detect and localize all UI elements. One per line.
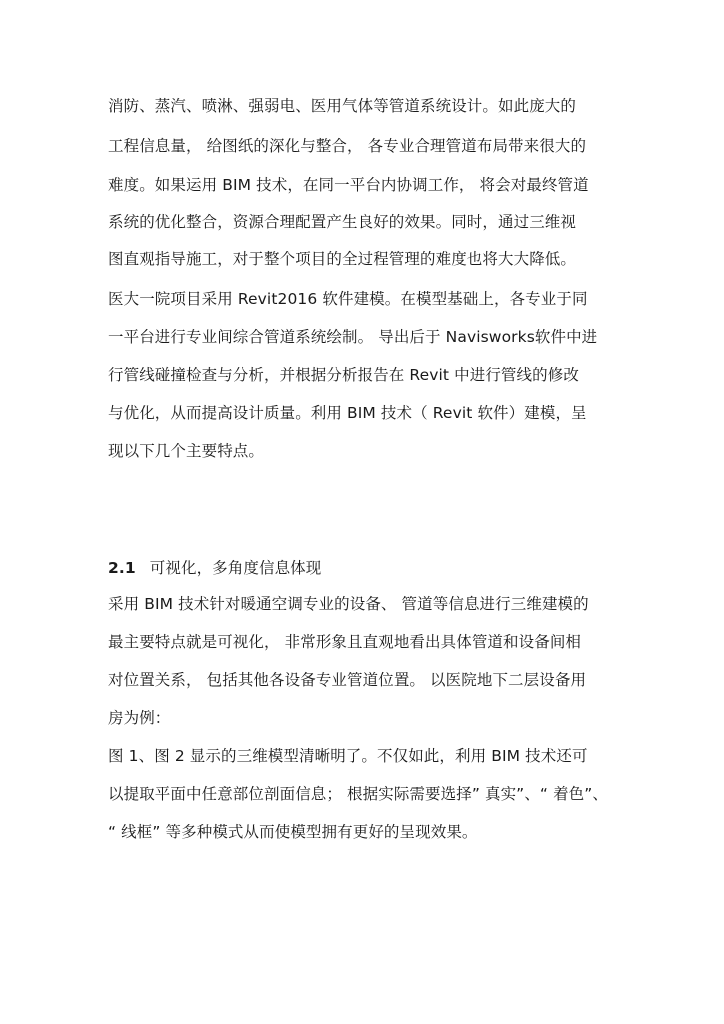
paragraph-line: 对位置关系， 包括其他各设备专业管道位置。 以医院地下二层设备用 — [108, 671, 587, 689]
paragraph-line: 系统的优化整合，资源合理配置产生良好的效果。同时，通过三维视 — [108, 213, 577, 231]
paragraph-line: 消防、蒸汽、喷淋、强弱电、医用气体等管道系统设计。如此庞大的 — [108, 97, 577, 115]
paragraph-line: 采用 BIM 技术针对暖通空调专业的设备、 管道等信息进行三维建模的 — [108, 595, 589, 613]
paragraph-line: 与优化，从而提高设计质量。利用 BIM 技术（ Revit 软件）建模，呈 — [108, 404, 587, 422]
paragraph-line: 以提取平面中任意部位剖面信息； 根据实际需要选择” 真实”、“ 着色”、 — [108, 785, 609, 803]
paragraph-line: 图 1、图 2 显示的三维模型清晰明了。不仅如此，利用 BIM 技术还可 — [108, 747, 588, 765]
section-heading — [108, 558, 668, 578]
paragraph-line: 现以下几个主要特点。 — [108, 442, 265, 460]
paragraph-line: 图直观指导施工，对于整个项目的全过程管理的难度也将大大降低。 — [108, 250, 577, 268]
paragraph-line: 难度。如果运用 BIM 技术，在同一平台内协调工作， 将会对最终管道 — [108, 176, 589, 194]
paragraph-line: 房为例： — [108, 709, 171, 727]
section-number: 2.1 — [108, 559, 136, 577]
section-title: 可视化，多角度信息体现 — [149, 559, 322, 577]
paragraph-line: 工程信息量， 给图纸的深化与整合， 各专业合理管道布局带来很大的 — [108, 137, 587, 155]
paragraph-line: 一平台进行专业间综合管道系统绘制。 导出后于 Navisworks软件中进 — [108, 328, 598, 346]
paragraph-line: 行管线碰撞检查与分析，并根据分析报告在 Revit 中进行管线的修改 — [108, 366, 579, 384]
paragraph-line: “ 线框” 等多种模式从而使模型拥有更好的呈现效果。 — [108, 823, 478, 841]
paragraph-line: 最主要特点就是可视化， 非常形象且直观地看出具体管道和设备间相 — [108, 633, 582, 651]
paragraph-line: 医大一院项目采用 Revit2016 软件建模。在模型基础上，各专业于同 — [108, 290, 588, 308]
